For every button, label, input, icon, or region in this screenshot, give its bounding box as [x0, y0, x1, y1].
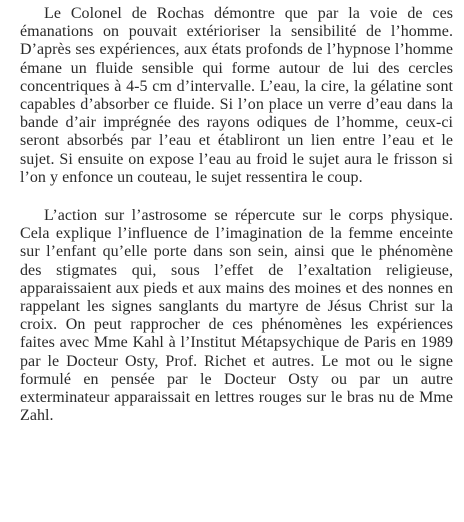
paragraph-astrosome: L’action sur l’astrosome se répercute sur le corps physique. Cela explique l’influence de l’imagination de la femme enceinte sur l’enfant qu’elle porte dans son sein, ainsi que le phénomène des stigmates qui, sous l’effet de l’exaltation religieuse, apparaissaient aux pieds et aux mains des moines et des nonnes en rappelant les signes sanglants du martyre de Jésus Christ sur la croix. On peut rapprocher de ces phénomènes les expériences faites avec Mme Kahl à l’Institut Métapsychique de Paris en 1989 par le Docteur Osty, Prof. Richet et autres. Le mot ou le signe formulé en pensée par le Docteur Osty ou par un autre exterminateur apparaissait en lettres rouges sur le bras nu de Mme Zahl.	[20, 207, 453, 425]
paragraph-de-rochas: Le Colonel de Rochas démontre que par la voie de ces émanations on pouvait extérioriser la sensibilité de l’homme. D’après ses expériences, aux états profonds de l’hypnose l’homme émane un fluide sensible qui forme autour de lui des cercles concentriques à 4-5 cm d’intervalle. L’eau, la cire, la gélatine sont capables d’absorber ce fluide. Si l’on place un verre d’eau dans la bande d’air imprégnée des rayons odiques de l’homme, ceux-ci seront absorbés par l’eau et établiront un lien entre l’eau et le sujet. Si ensuite on expose l’eau au froid le sujet aura le frisson si l’on y enfonce un couteau, le sujet ressentira le coup.	[20, 5, 453, 186]
